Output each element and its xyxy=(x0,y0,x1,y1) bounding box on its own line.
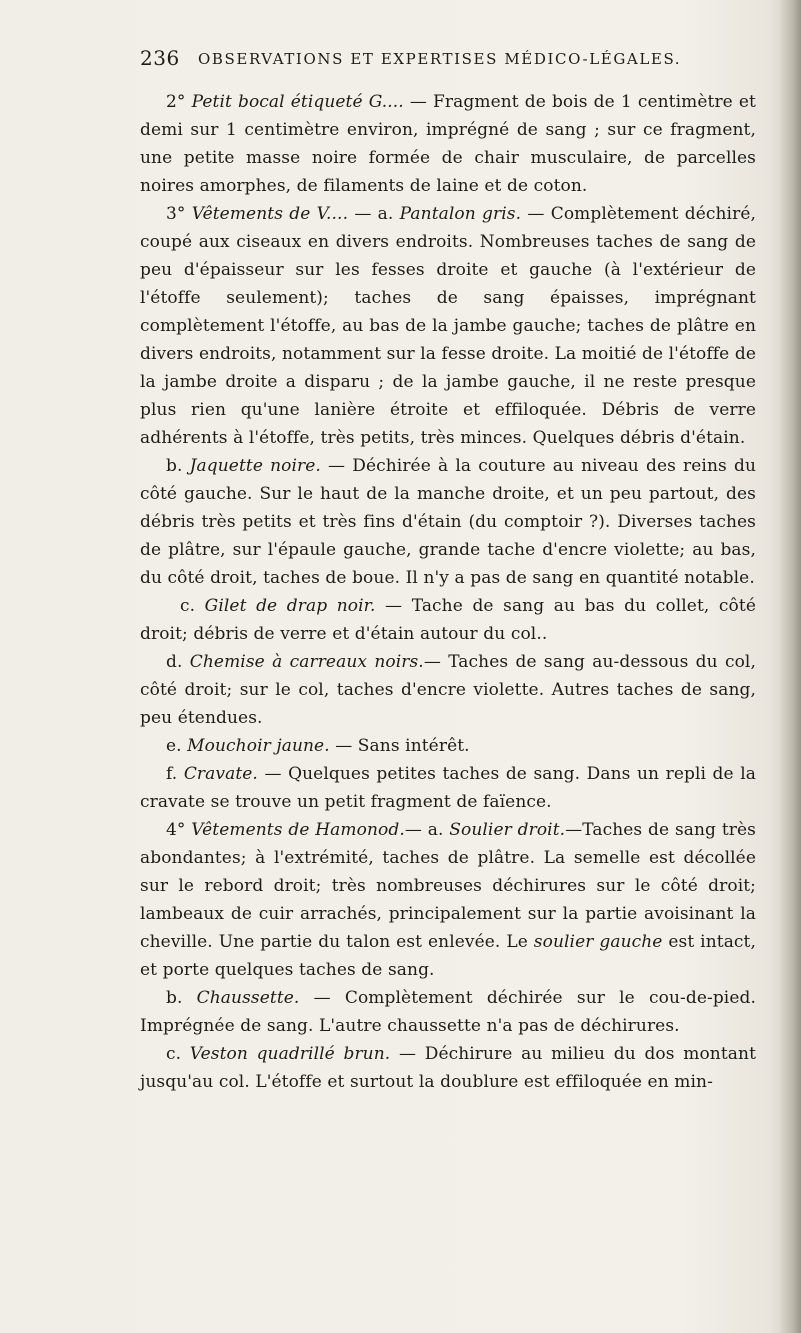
item-letter: c. xyxy=(180,596,205,616)
page-number: 236 xyxy=(140,46,180,70)
item-text: — Complètement déchirée sur le cou-de-pied. Imprégnée de sang. L'autre chaussette n'a pas de déchirures. xyxy=(140,988,756,1036)
item-letter: d. xyxy=(166,652,190,672)
item-text: est intact, et porte quelques taches de sang. xyxy=(140,932,756,980)
item-number: 2° xyxy=(166,92,192,112)
item-title: Veston quadrillé brun. xyxy=(189,1044,391,1064)
item-letter: c. xyxy=(166,1044,190,1064)
page-header xyxy=(0,46,801,76)
item-text: — Déchirée à la couture au niveau des reins du côté gauche. Sur le haut de la manche droite, et un peu partout, des débris très petits et très fins d'étain (du comptoir ?). Diverses taches de plâtre, sur l'épaule gauche, grande tache d'encre violette; au bas, du côté droit, taches de boue. Il n'y a pas de sang en quantité notable. xyxy=(140,456,756,588)
paragraph-chemise xyxy=(140,648,756,732)
item-text: — Complètement déchiré, coupé aux ciseaux en divers endroits. Nombreuses taches de sang de peu d'épaisseur sur les fesses droite et gauche (à l'extérieur de l'étoffe seulement); taches de sang épaisses, imprégnant complètement l'étoffe, au bas de la jambe gauche; taches de plâtre en divers endroits, notamment sur la fesse droite. La moitié de l'étoffe de la jambe droite a disparu ; de la jambe gauche, il ne reste presque plus rien qu'une lanière étroite et effiloquée. Débris de verre adhérents à l'étoffe, très petits, très minces. Quelques débris d'étain. xyxy=(140,204,756,448)
item-text: — Tache de sang au bas du collet, côté droit; débris de verre et d'étain autour du col.. xyxy=(140,596,756,644)
item-title: Gilet de drap noir. xyxy=(204,596,376,616)
item-text: — a. xyxy=(348,204,400,224)
item-text: — Déchirure au milieu du dos montant jusqu'au col. L'étoffe et surtout la doublure est effiloquée en min- xyxy=(140,1044,757,1092)
paragraph-gilet xyxy=(140,592,756,648)
item-title: Cravate. xyxy=(183,764,258,784)
item-title: Chemise à carreaux noirs. xyxy=(189,652,424,672)
item-text: — Quelques petites taches de sang. Dans un repli de la cravate se trouve un petit fragment de faïence. xyxy=(140,764,757,812)
item-title: Jaquette noire. xyxy=(189,456,321,476)
item-title: Petit bocal étiqueté G.... xyxy=(191,92,404,112)
item-subtitle: Soulier droit. xyxy=(449,820,566,840)
item-letter: b. xyxy=(166,988,197,1008)
paragraph-petit-bocal xyxy=(140,88,756,200)
paragraph-mouchoir xyxy=(140,732,756,760)
item-number: 4° xyxy=(166,820,192,840)
item-title: Vêtements de V.... xyxy=(191,204,349,224)
item-title: Vêtements de Hamonod. xyxy=(191,820,405,840)
item-letter: e. xyxy=(166,736,188,756)
paragraph-vetements-v xyxy=(140,200,756,452)
paragraph-chaussette xyxy=(140,984,756,1040)
running-head: OBSERVATIONS ET EXPERTISES MÉDICO-LÉGALES. xyxy=(198,50,682,68)
item-number: 3° xyxy=(166,204,192,224)
item-text: — Sans intérêt. xyxy=(329,736,470,756)
body-text xyxy=(140,88,756,1096)
item-letter: f. xyxy=(166,764,184,784)
item-letter: b. xyxy=(166,456,190,476)
paragraph-vetements-hamonod xyxy=(140,816,756,984)
page-edge-shadow xyxy=(779,0,801,1333)
paragraph-cravate xyxy=(140,760,756,816)
item-title: Mouchoir jaune. xyxy=(187,736,330,756)
paragraph-veston xyxy=(140,1040,756,1096)
item-text: — Fragment de bois de 1 centimètre et demi sur 1 centimètre environ, imprégné de sang ; sur ce fragment, une petite masse noire formée de chair musculaire, de parcelles noires amorphes, de filaments de laine et de coton. xyxy=(140,92,756,196)
item-title: Chaussette. xyxy=(196,988,300,1008)
item-text: — Taches de sang au-dessous du col, côté droit; sur le col, taches d'encre violette. Autres taches de sang, peu étendues. xyxy=(140,652,756,728)
item-text: — a. xyxy=(404,820,450,840)
item-emphasis: soulier gauche xyxy=(533,932,663,952)
item-text: —Taches de sang très abondantes; à l'extrémité, taches de plâtre. La semelle est décollée sur le rebord droit; très nombreuses déchirures sur le côté droit; lambeaux de cuir arrachés, principalement sur la partie avoisinant la cheville. Une partie du talon est enlevée. Le xyxy=(140,820,756,952)
paragraph-jaquette xyxy=(140,452,756,592)
item-subtitle: Pantalon gris. xyxy=(399,204,522,224)
